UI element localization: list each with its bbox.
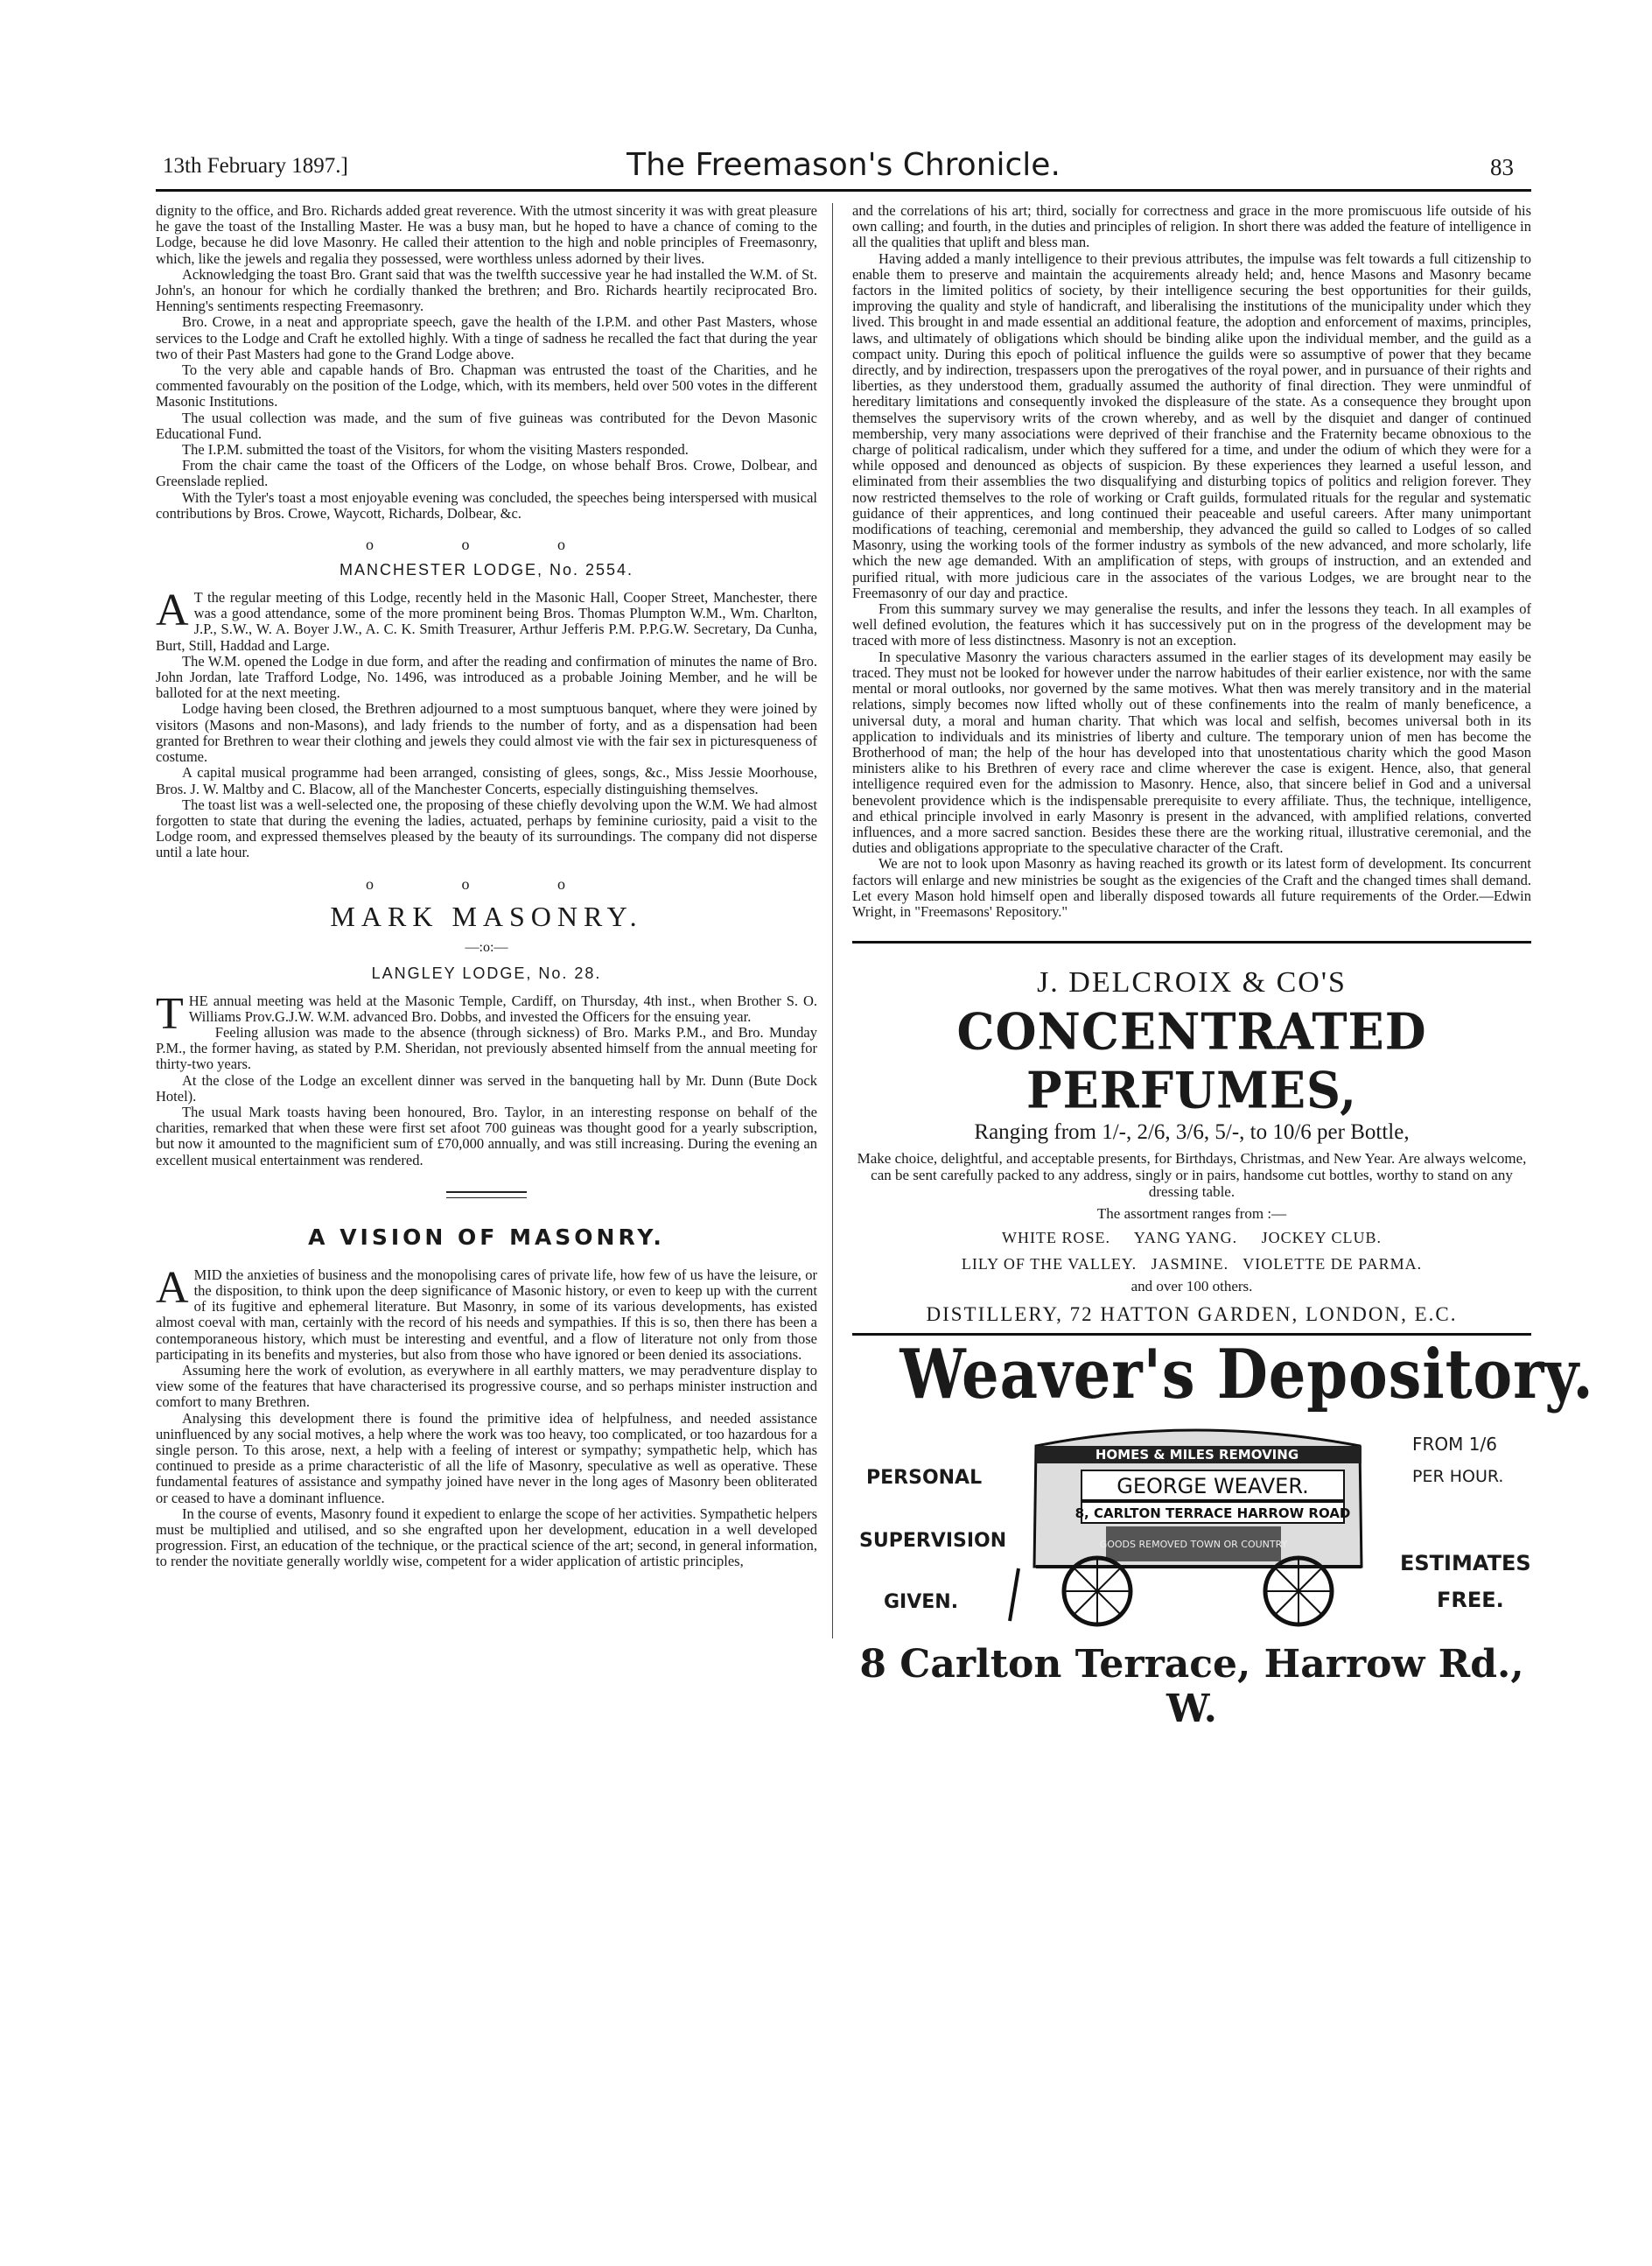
paragraph: Feeling allusion was made to the absence (through sickness) of Bro. Marks P.M., and Bro. Munday P.M., the former having, as stated by P.M. Sheridan, not previously absented himself from the annual meeting for thirty-two years. [156, 1023, 817, 1073]
van-wheel [1265, 1558, 1332, 1624]
paragraph: MID the anxieties of business and the monopolising cares of private life, how few of us have the leisure, or the disposition, to think upon the deep significance of Masonic history, or even to keep up with the current of its fugitive and ephemeral literature. But Masonry, in some of its various developments, has existed almost coeval with man, certainly with the record of his needs and sympathies. If this is so, then there has been a contemporaneous history, which must be interesting and eventful, and a flow of literature not only from those participating in its benefits and mysteries, but also from those who have ignored or been denied its associations. [156, 1266, 817, 1363]
paragraph: At the close of the Lodge an excellent dinner was served in the banqueting hall by Mr. Dunn (Bute Dock Hotel). [156, 1071, 817, 1105]
personal-label: PERSONAL [866, 1467, 983, 1490]
drop-cap: T [156, 988, 184, 1039]
van-banner-text: HOMES & MILES REMOVING [1095, 1447, 1299, 1463]
left-column [156, 203, 817, 1570]
weaver-advertisement [852, 1335, 1594, 1732]
paragraph: Acknowledging the toast Bro. Grant said that was the twelfth successive year he had installed the W.M. of St. John's, an honour for which he cordially thanked the brethren; and Bro. Richards heartily reciprocated Bro. Henning's sentiments respecting Freemasonry. [156, 265, 817, 315]
ad-and-over: and over 100 others. [1130, 1278, 1253, 1295]
page-header [156, 145, 1531, 192]
vision-heading: A VISION OF MASONRY. [308, 1224, 665, 1250]
right-column [852, 202, 1594, 1732]
paragraph: In speculative Masonry the various characters assumed in the earlier stages of its development may easily be traced. They must not be looked for however under the narrow habitudes of their earlier existence, nor with the same mental or moral outlooks, nor governed by the same motives. What then was merely transitory and in the material relations, simply becomes now lifted wholly out of these confinements into the realm of manly beneficence, a universal duty, a moral and human charity. That which was local and selfish, becomes universal both in its application to individuals and its ministries of liberty and culture. The temporary union of men has become the Brotherhood of man; the help of the hour has developed into that unostentatious charity which the good Mason ministers alike to his Brethren of every race and clime wherever the case is exigent. Hence, also, that general intelligence required even for the admission to Masonry. Hence, also, that sincere belief in God and a universal benevolent providence which is the indispensable prerequisite to every affiliate. Thus, the technique, intelligence, and ethical principle involved in early Masonry is present in the advanced, with amplified relations, converted influences, and a more sacred sanction. Besides these there are the working ritual, illustrative ceremonial, and the duties and obligations appropriate to the speculative character of the Craft. [852, 648, 1531, 857]
ad-price-line: Ranging from 1/-, 2/6, 3/6, 5/-, to 10/6 per Bottle, [974, 1120, 1410, 1145]
van-name-text: GEORGE WEAVER. [1116, 1474, 1309, 1499]
ad-scents-row: LILY OF THE VALLEY. JASMINE. VIOLETTE DE PARMA. [961, 1255, 1423, 1273]
paragraph: Assuming here the work of evolution, as everywhere in all earthly matters, we may peradventure display to view some of the features that have characterised its progressive course, and so perhaps minister instruction and comfort to many Brethren. [156, 1361, 817, 1411]
estimates-label: ESTIMATES [1400, 1551, 1531, 1576]
langley-heading: LANGLEY LODGE, No. 28. [371, 964, 602, 982]
drop-cap: A [156, 1262, 189, 1313]
ad-firm-name: J. DELCROIX & CO'S [1037, 966, 1347, 1000]
section-ornament: o o o [366, 536, 607, 554]
paragraph: The usual Mark toasts having been honoured, Bro. Taylor, in an interesting response on behalf of the charities, remarked that when these were first set afoot 700 guineas was thought good for a yearly subscription, but now it amounted to the magnificient sum of £70,000 annually, and was still increasing. During the evening an excellent musical entertainment was rendered. [156, 1103, 817, 1168]
given-label: GIVEN. [884, 1591, 959, 1614]
delcroix-advertisement [852, 944, 1531, 1326]
manchester-heading: MANCHESTER LODGE, No. 2554. [339, 561, 634, 579]
van-illustration-row [852, 1420, 1531, 1630]
section-ornament: o o o [366, 874, 607, 893]
van-small-text: GOODS REMOVED TOWN OR COUNTRY [1099, 1539, 1288, 1551]
drop-cap: A [156, 586, 189, 636]
paragraph: The usual collection was made, and the sum of five guineas was contributed for the Devon Masonic Educational Fund. [156, 409, 817, 442]
weaver-address: 8 Carlton Terrace, Harrow Rd., W. [859, 1642, 1524, 1732]
separator-ornament: —:o:— [465, 939, 508, 955]
paragraph: From this summary survey we may generalise the results, and infer the lessons they teach. In all examples of well defined evolution, the features which it has successively put on in the progress of the development may be traced with more of less distinctness. Masonry is not an exception. [852, 600, 1531, 649]
paragraph: Analysing this development there is found the primitive idea of helpfulness, and needed assistance uninfluenced by any social motives, a help where the work was too heavy, too complicated, or too hazardous for a single person. To this arose, next, a help with a feeling of interest or sympathy; sympathetic help, which has continued to preside as a prime characteristic of all the life of Masonry, speculative as well as operative. These fundamental features of assistance and sympathy joined have never in the long ages of Masonry been obliterated or ceased to have a dominant influence. [156, 1409, 817, 1506]
page-number: 83 [1490, 154, 1514, 180]
mark-masonry-heading: MARK MASONRY. [330, 900, 643, 932]
paragraph: A capital musical programme had been arranged, consisting of glees, songs, &c., Miss Jessie Moorhouse, Bros. J. W. Maltby and C. Blacow, all of the Manchester Concerts, especially distinguishing themselves. [156, 764, 817, 797]
ad-scents-row: WHITE ROSE. YANG YANG. JOCKEY CLUB. [1002, 1229, 1382, 1247]
supervision-label: SUPERVISION [859, 1530, 1007, 1553]
per-hour-label: PER HOUR. [1412, 1467, 1504, 1487]
van-wheel [1064, 1558, 1130, 1624]
paragraph: To the very able and capable hands of Bro. Chapman was entrusted the toast of the Charities, and he commented favourably on the position of the Lodge, which, with its members, held over 500 votes in the different Masonic Institutions. [156, 361, 817, 410]
paragraph: T the regular meeting of this Lodge, recently held in the Masonic Hall, Cooper Street, Manchester, there was a good attendance, some of the more prominent being Bros. Thomas Plumpton W.M., Wm. Charlton, J.P., S.W., W. A. Boyer J.W., A. C. K. Smith Treasurer, Arthur Jefferis P.M. P.P.G.W. Secretary, Da Cunha, Burt, Still, Haddad and Large. [156, 589, 817, 654]
ad-headline: CONCENTRATED PERFUMES, [956, 1001, 1427, 1120]
weaver-headline: Weaver's Depository. [900, 1335, 1594, 1415]
paragraph: Lodge having been closed, the Brethren adjourned to a most sumptuous banquet, where they were joined by visitors (Masons and non-Masons), and lady friends to the number of forty, and as a dispensation had been granted for Brethren to wear their clothing and jewels they could almost vie with the fair sex in picturesqueness of costume. [156, 700, 817, 766]
paragraph: The I.P.M. submitted the toast of the Visitors, for whom the visiting Masters responded. [182, 441, 689, 459]
paragraph: dignity to the office, and Bro. Richards added great reverence. With the utmost sincerity it was with great pleasure he gave the toast of the Installing Master. He was a busy man, but he hoped to have a chance of coming to the Lodge, because he did love Masonry. He called their attention to the high and noble principles of Freemasonry, which, like the jewels and regalia they possessed, were worthless unless adorned by their lives. [156, 202, 817, 267]
column-divider [832, 203, 833, 1638]
ad-assortment: The assortment ranges from :— [1096, 1205, 1287, 1223]
paragraph: HE annual meeting was held at the Masonic Temple, Cardiff, on Thursday, 4th inst., when Brother S. O. Williams Prov.G.J.W. W.M. advanced Bro. Dobbs, and invested the Officers for the ensuing year. [188, 992, 817, 1025]
van-address-text: 8, CARLTON TERRACE HARROW ROAD [1074, 1505, 1351, 1522]
header-date: 13th February 1897.] [163, 154, 348, 178]
ad-body: Make choice, delightful, and acceptable presents, for Birthdays, Christmas, and New Year. Are always welcome, can be sent carefully packed to any address, singly or in pairs, handsome cut bottles, worthy to stand on any dressing table. [857, 1150, 1527, 1201]
paragraph: Bro. Crowe, in a neat and appropriate speech, gave the health of the I.P.M. and other Past Masters, whose services to the Lodge and Craft he extolled highly. With a tinge of sadness he recalled the fact that during the year two of their Past Masters had gone to the Grand Lodge above. [156, 313, 817, 362]
paragraph: From the chair came the toast of the Officers of the Lodge, on whose behalf Bros. Crowe, Dolbear, and Greenslade replied. [156, 457, 817, 490]
masthead-title: The Freemason's Chronicle. [626, 147, 1060, 183]
paragraph: In the course of events, Masonry found it expedient to enlarge the scope of her activities. Sympathetic helpers must be multiplied and utilised, and so she engrafted upon her development, education in a well developed progression. First, an education of the technique, or the practical science of the art; second, in general information, to render the novitiate generally worldly wise, competent for a wider application of artistic principles, [156, 1505, 817, 1570]
paragraph: The toast list was a well-selected one, the proposing of these chiefly devolving upon the W.M. We had almost forgotten to state that during the evening the ladies, actuated, perhaps by feminine curiosity, paid a visit to the Lodge room, and expressed themselves pleased by the beauty of its surroundings. The company did not disperse until a late hour. [156, 796, 817, 861]
ad-distillery: DISTILLERY, 72 HATTON GARDEN, LONDON, E.C. [926, 1303, 1458, 1326]
paragraph: We are not to look upon Masonry as having reached its growth or its latest form of development. Its concurrent factors will enlarge and new ministries be sought as the exigencies of the Craft and the changed times shall demand. Let every Mason hold himself open and liberally disposed towards all future requirements of the Order.—Edwin Wright, in "Freemasons' Repository." [852, 855, 1531, 920]
free-label: FREE. [1437, 1588, 1504, 1613]
from-price-label: FROM 1/6 [1412, 1434, 1497, 1456]
paragraph: Having added a manly intelligence to their previous attributes, the impulse was felt towards a full citizenship to enable them to preserve and maintain the acquirements already held; and, hence Masons and Masonry became factors in the limited politics of society, by their intelligence securing the best opportunities for their guilds, improving the quality and style of handicraft, and liberalising the institutions of the municipality under which they lived. This brought in and made essential an additional feature, the adoption and enforcement of maxims, principles, laws, and ultimately of obligations which should be binding alike upon the individual member, and the guild as a compact unity. During this epoch of political influence the guilds were so assumptive of power that they became directly, and by indirection, trespassers upon the prerogatives of the royal power, and in pursuance of their rights and liberties, as they understood them, gradually assumed the authority of final direction. They were unmindful of hereditary limitations and consequently invoked the displeasure of the state. As a consequence they brought upon themselves the supervisory writs of the crown whereby, and as well by the disquiet and danger of continued membership, very many associations were deprived of their franchise and the Fraternity became obnoxious to the charge of political radicalism, under which they suffered for a time, and under the odium of which they were for a while opposed and denounced as objects of suspicion. By these experiences they learned a useful lesson, and eliminated from their assemblies the two disqualifying and disturbing topics of politics and religion forever. They now restricted themselves to the role of working or Craft guilds, formulated rituals for the regular and systematic guidance of their apprentices, and long continued their peaceable and useful careers. After many unimportant modifications of teaching, ceremonial and membership, they advanced the guild so called to Lodges of so called Masonry, using the working tools of the former industry as symbols of the new advanced, and more scholarly, life which the new age demanded. With an amplification of steps, with groups of instruction, and an extended and purified ritual, with more judicious care in the associates of the various Lodges, we are brought near to the Freemasonry of our day and practice. [852, 249, 1531, 601]
paragraph: With the Tyler's toast a most enjoyable evening was concluded, the speeches being interspersed with musical contributions by Bros. Crowe, Waycott, Richards, Dolbear, &c. [156, 488, 817, 522]
removal-van-illustration [1001, 1420, 1386, 1630]
paragraph: The W.M. opened the Lodge in due form, and after the reading and confirmation of minutes the name of Bro. John Jordan, late Trafford Lodge, No. 1496, was introduced as a probable Joining Member, and he will be balloted for at the next meeting. [156, 652, 817, 702]
paragraph: and the correlations of his art; third, socially for correctness and grace in the more promiscuous life outside of his own calling; and fourth, in the duties and principles of religion. In short there was added the feature of intelligence in all the qualities that uplift and bless man. [852, 202, 1531, 251]
section-rule [446, 1191, 527, 1198]
